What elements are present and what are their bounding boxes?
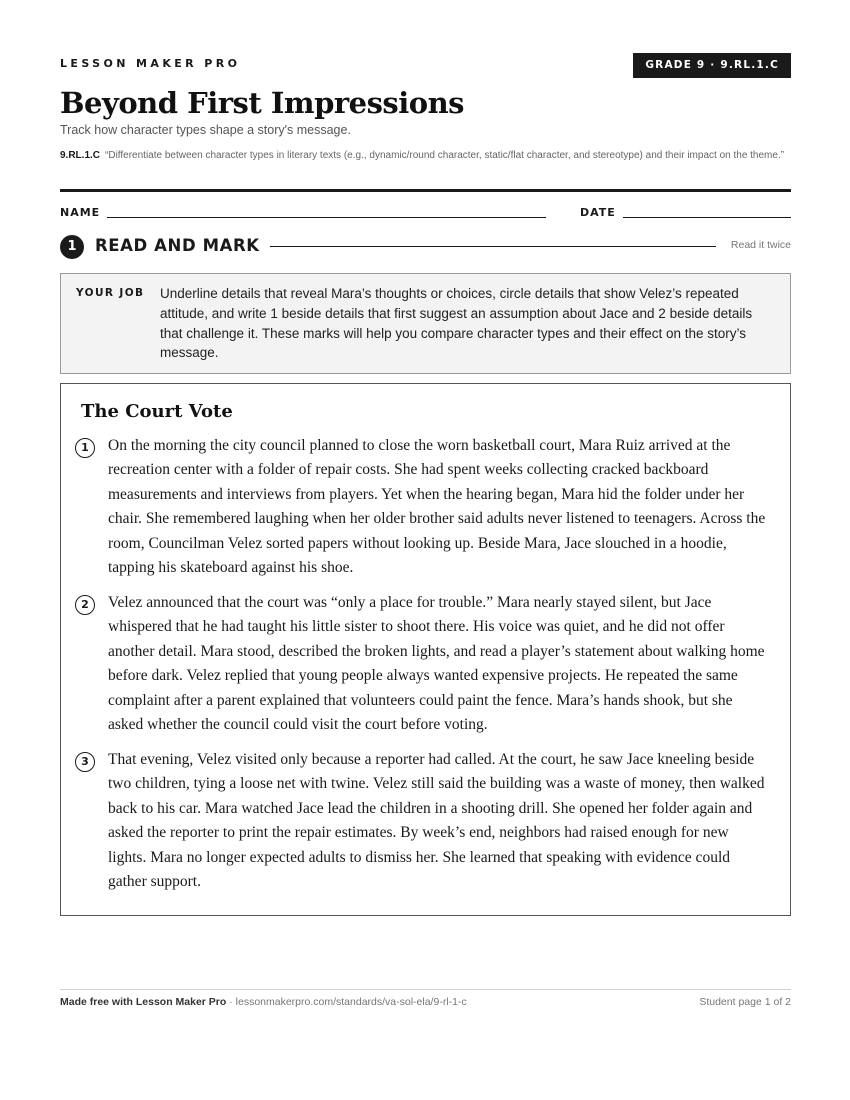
footer-url[interactable]: · lessonmakerpro.com/standards/va-sol-ela/9-rl-1-c: [226, 996, 467, 1008]
section-header: [60, 235, 791, 259]
paragraph-1: On the morning the city council planned to close the worn basketball court, Mara Ruiz arrived at the recreation center with a folder of repair costs. She had spent weeks collecting cracked backboard measurements and interviews from players. Yet when the hearing began, Mara hid the folder under her chair. She remembered laughing when her older brother said adults never listened to teenagers. Across the room, Councilman Velez sorted papers without looking up. Beside Mara, Jace slouched in a hoodie, tapping his skateboard against his shoe.: [108, 437, 766, 577]
paragraph-number-2: 2: [75, 595, 95, 615]
reading-passage: [60, 383, 791, 916]
section-rule: [270, 246, 716, 247]
name-label: NAME: [60, 206, 101, 219]
page-title: Beyond First Impressions: [60, 86, 464, 120]
brand-name: LESSON MAKER PRO: [60, 57, 241, 70]
grade-badge: GRADE 9 · 9.RL.1.C: [633, 53, 791, 78]
paragraph-3: That evening, Velez visited only because a reporter had called. At the court, he saw Jace kneeling beside two children, tying a loose net with twine. Velez still said the building was a waste of money, then walked back to his car. Mara watched Jace lead the children in a shooting drill. She opened her folder again and asked the reporter to print the repair estimates. By week’s end, neighbors had raised enough for new lights. Mara no longer expected adults to dismiss her. She learned that speaking with evidence could gather support.: [108, 751, 765, 891]
instructions-box: [60, 273, 791, 374]
section-note: Read it twice: [730, 239, 791, 251]
paragraph-number-3: 3: [75, 752, 95, 772]
passage-title: The Court Vote: [81, 401, 233, 422]
instructions-label: YOUR JOB: [76, 287, 145, 299]
footer-divider: [60, 989, 791, 990]
date-label: DATE: [580, 206, 616, 219]
page-subtitle: Track how character types shape a story's message.: [60, 123, 351, 137]
instructions-text: Underline details that reveal Mara’s thoughts or choices, circle details that show Velez’s repeated attitude, and write 1 beside details that first suggest an assumption about Jace and 2 beside details that challenge it. These marks will help you compare character types and their effect on the story’s message.: [160, 286, 753, 361]
worksheet-page: [60, 0, 791, 1100]
standard-description: [60, 148, 791, 163]
footer-made-with: Made free with Lesson Maker Pro: [60, 996, 227, 1008]
paragraph-2: Velez announced that the court was “only a place for trouble.” Mara nearly stayed silent, but Jace whispered that he had taught his little sister to shoot there. His voice was quiet, and he did not offer another detail. Mara stood, described the broken lights, and read a player’s statement about walking home before dark. Velez replied that young people always wanted expensive projects. He repeated the same complaint after a parent explained that volunteers could paint the fence. Mara’s hands shook, but she asked whether the council could visit the court before voting.: [108, 594, 765, 734]
footer-credit: [60, 996, 467, 1008]
standard-text: “Differentiate between character types in literary texts (e.g., dynamic/round character, static/flat character, and stereotype) and their impact on the theme.”: [105, 150, 785, 161]
paragraph-number-1: 1: [75, 438, 95, 458]
header-divider: [60, 189, 791, 192]
section-number-badge: 1: [60, 235, 84, 259]
section-title: READ AND MARK: [95, 236, 260, 255]
name-field[interactable]: [107, 217, 546, 218]
standard-code: 9.RL.1.C: [60, 150, 101, 161]
date-field[interactable]: [623, 217, 791, 218]
footer-page-label: Student page 1 of 2: [699, 996, 791, 1008]
